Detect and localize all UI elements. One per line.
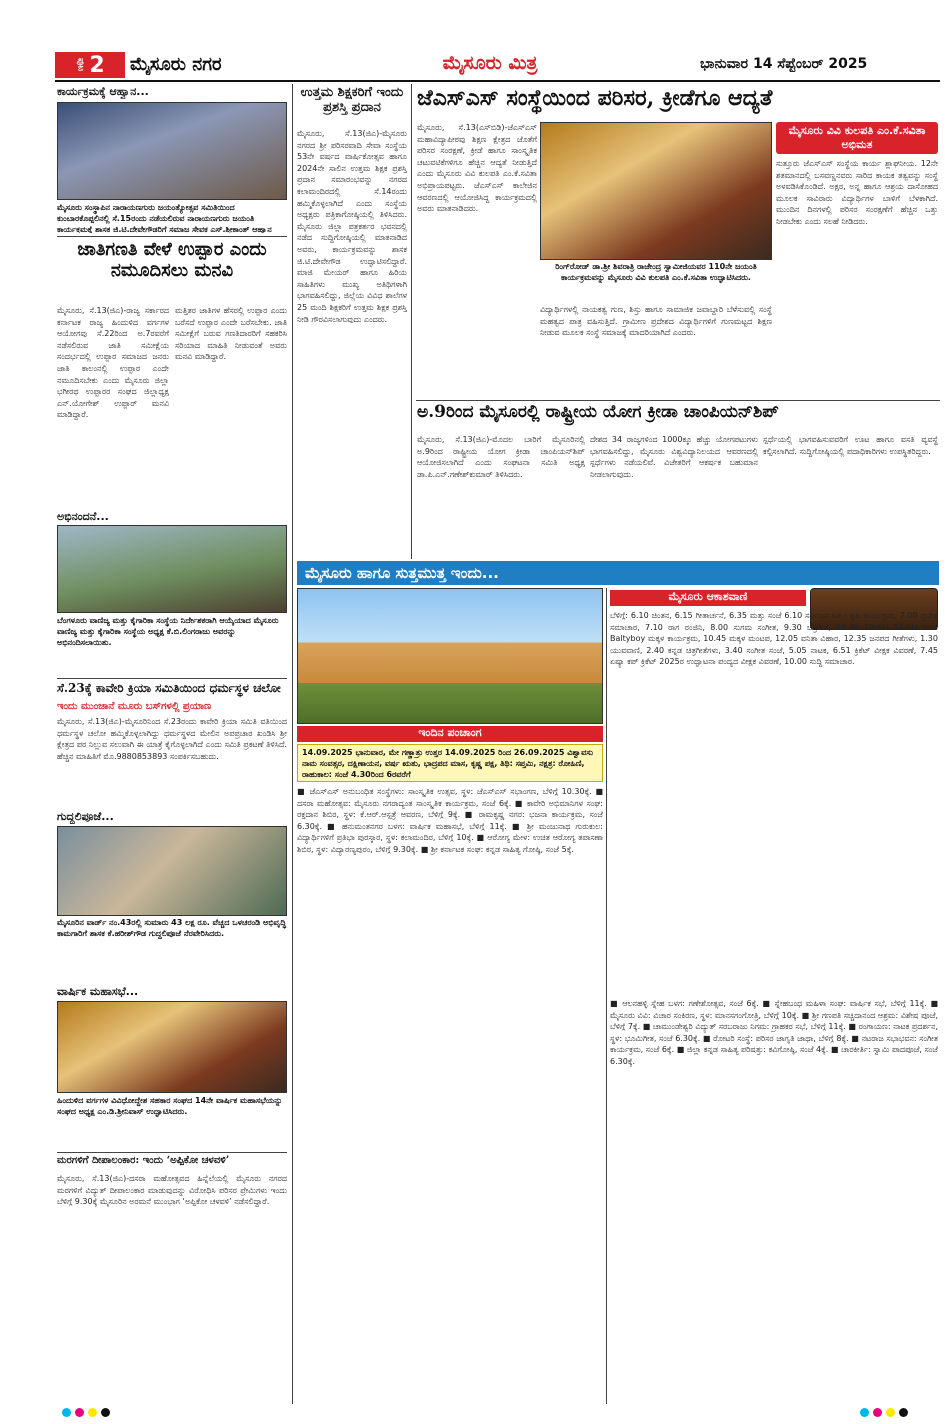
column-rule bbox=[292, 84, 293, 1404]
body-yoga-b: ದೇಶದ 34 ರಾಜ್ಯಗಳಿಂದ 1000ಕ್ಕೂ ಹೆಚ್ಚು ಯೋಗಪಟುಗಳು ಭಾಗವಹಿಸಲಿದ್ದು, ಮೈಸೂರು ವಿಶ್ವವಿದ್ಯಾನಿಲಯದ ಆವರಣದಲ್ಲಿ ಸ್ಪರ್ಧೆಗಳು ನಡೆಯಲಿವೆ. ವಿಜೇತರಿಗೆ ಆಕರ್ಷಕ ಬಹುಮಾನ ನೀಡಲಾಗುವುದು. bbox=[590, 435, 758, 479]
page-label: ಪುಟ bbox=[75, 58, 86, 72]
headline-dharmasthala: ಸೆ.23ಕ್ಕೆ ಕಾವೇರಿ ಕ್ರಿಯಾ ಸಮಿತಿಯಿಂದ ಧರ್ಮಸ್ಥಳ ಚಲೋ bbox=[57, 682, 281, 695]
pill-vc-opinion: ಮೈಸೂರು ವಿವಿ ಕುಲಪತಿ ಎಂ.ಕೆ.ಸವಿತಾ ಅಭಿಮತ bbox=[776, 122, 938, 154]
caption-jss: ರಿಂಗ್‌ರೋಡ್ ಡಾ.ಶ್ರೀ ಶಿವರಾತ್ರಿ ರಾಜೇಂದ್ರ ಸ್ವಾಮೀಜಿಯವರ 110ನೇ ಜಯಂತಿ ಕಾರ್ಯಕ್ರಮವನ್ನು ಮೈಸೂರು ವಿವಿ ಕುಲಪತಿ ಎಂ.ಕೆ.ಸವಿತಾ ಉದ್ಘಾಟಿಸಿದರು. bbox=[555, 262, 757, 282]
headline-jss: ಜೆಎಸ್‌ಎಸ್ ಸಂಸ್ಥೆಯಿಂದ ಪರಿಸರ, ಕ್ರೀಡೆಗೂ ಆದ್ಯತೆ bbox=[417, 86, 773, 111]
photo-palace bbox=[297, 588, 603, 724]
caption-felicitation: ಬೆಂಗಳೂರು ವಾಣಿಜ್ಯ ಮತ್ತು ಕೈಗಾರಿಕಾ ಸಂಸ್ಥೆಯ ನಿರ್ದೇಶಕರಾಗಿ ಆಯ್ಕೆಯಾದ ಮೈಸೂರು ವಾಣಿಜ್ಯ ಮತ್ತು ಕೈಗಾರಿಕಾ ಸಂಸ್ಥೆಯ ಅಧ್ಯಕ್ಷ ಕೆ.ಬಿ.ಲಿಂಗರಾಜು ಅವರನ್ನು ಅಭಿನಂದಿಸಲಾಯಿತು. bbox=[57, 616, 279, 647]
caption-annual-meeting: ಹಿಂದುಳಿದ ವರ್ಗಗಳ ವಿವಿಧೋದ್ದೇಶ ಸಹಕಾರ ಸಂಘದ 14ನೇ ವಾರ್ಷಿಕ ಮಹಾಸಭೆಯನ್ನು ಸಂಘದ ಅಧ್ಯಕ್ಷ ಎಂ.ಡಿ.ಶ್ರೀನಿವಾಸ್ ಉದ್ಘಾಟಿಸಿದರು. bbox=[57, 1096, 283, 1116]
radio-schedule: ಬೆಳಿಗ್ಗೆ: 6.10 ಚಿಂತನ, 6.15 ಗೀತಾರ್ಚನೆ, 6.35 ಮತ್ತು ಸಂಜೆ 6.10 ಸರ್ವಜನ ಹಿತ - ಕೃಷಿ ಕಾರ್ಯಕ್ರಮ, 7.00 ಪ್ರದೇಶ ಸಮಾಚಾರ, 7.10 ರಾಗ ರಂಜಿನಿ, 8.00 ಸುಗಮ ಸಂಗೀತ, 9.30 ಚಿತ್ರಗೀತೆ, 10.30 KRISH TRISH and Baltyboy ಮಕ್ಕಳ ಕಾರ್ಯಕ್ರಮ, 10.45 ಮಕ್ಕಳ ಮಂಟಪ, 12.05 ವನಿತಾ ವಿಹಾರ, 12.35 ಜನಪದ ಗೀತೆಗಳು, 1.30 ಯುವವಾಣಿ, 2.40 ಕನ್ನಡ ಚಿತ್ರಗೀತೆಗಳು, 3.40 ಸಂಗೀತ ಸಂಜೆ, 5.05 ನಾಟಕ, 6.51 ಕ್ರಿಕೆಟ್ ವೀಕ್ಷಕ ವಿವರಣೆ, 7.45 ಏಷ್ಯಾ ಕಪ್ ಕ್ರಿಕೆಟ್ 2025ರ ಉದ್ಘಾಟನಾ ಪಂದ್ಯದ ವೀಕ್ಷಕ ವಿವರಣೆ, 10.00 ಸುದ್ದಿ ಸಮಾಚಾರ. bbox=[610, 611, 938, 667]
headline-yoga: ಅ.9ರಿಂದ ಮೈಸೂರಲ್ಲಿ ರಾಷ್ಟ್ರೀಯ ಯೋಗ ಕ್ರೀಡಾ ಚಾಂಪಿಯನ್‌ಶಿಪ್ bbox=[417, 403, 779, 422]
body-vc-opinion: ಸುತ್ತೂರು ಜೆಎಸ್‌ಎಸ್ ಸಂಸ್ಥೆಯ ಕಾರ್ಯ ಶ್ಲಾಘನೀಯ. 12ನೇ ಶತಮಾನದಲ್ಲಿ ಬಸವಣ್ಣನವರು ಸಾರಿದ ಕಾಯಕ ತತ್ವವನ್ನು ಸಂಸ್ಥೆ ಅಳವಡಿಸಿಕೊಂಡಿದೆ. ಅಕ್ಷರ, ಅನ್ನ ಹಾಗೂ ಆಶ್ರಯ ದಾಸೋಹದ ಮೂಲಕ ಸಾವಿರಾರು ವಿದ್ಯಾರ್ಥಿಗಳ ಬಾಳಿಗೆ ಬೆಳಕಾಗಿದೆ. ಮುಂದಿನ ದಿನಗಳಲ್ಲಿ ಪರಿಸರ ಸಂರಕ್ಷಣೆಗೆ ಹೆಚ್ಚಿನ ಒತ್ತು ನೀಡಬೇಕು ಎಂದು ಸಲಹೆ ನೀಡಿದರು. bbox=[776, 159, 938, 226]
caption-invitation: ಮೈಸೂರು ಸಂಸ್ಥಾಪಿನ ನಾರಾಯಣಗುರು ಜಯಂತ್ಯೋತ್ಸವ ಸಮಿತಿಯಿಂದ ಕುಂಬಾರಕೊಪ್ಪಲಿನಲ್ಲಿ ಸೆ.15ರಂದು ನಡೆಯಲಿರುವ ನಾರಾಯಣಗುರು ಜಯಂತಿ ಕಾರ್ಯಕ್ರಮಕ್ಕೆ ಶಾಸಕ ಜಿ.ಟಿ.ದೇವೇಗೌಡರಿಗೆ ಸಮಾಜ ಸೇವಕ ಎಸ್.ಶ್ರೀಕಾಂತ್ ಆಹ್ವಾನ bbox=[57, 203, 272, 233]
divider bbox=[416, 400, 940, 401]
banner-today: ಮೈಸೂರು ಹಾಗೂ ಸುತ್ತಮುತ್ತ ಇಂದು... bbox=[297, 561, 939, 585]
photo-invitation bbox=[57, 102, 287, 200]
events-list-right: ■ ಆಲನಹಳ್ಳಿ ಸ್ನೇಹ ಬಳಗ: ಗಣೇಶೋತ್ಸವ, ಸಂಜೆ 6ಕ್ಕೆ. ■ ಸ್ನೇಹಬಂಧ ಮಹಿಳಾ ಸಂಘ: ವಾರ್ಷಿಕ ಸಭೆ, ಬೆಳಿಗ್ಗೆ 11ಕ್ಕೆ. ■ ಮೈಸೂರು ವಿವಿ: ವಿಚಾರ ಸಂಕಿರಣ, ಸ್ಥಳ: ಮಾನಸಗಂಗೋತ್ರಿ, ಬೆಳಿಗ್ಗೆ 10ಕ್ಕೆ. ■ ಶ್ರೀ ಗಣಪತಿ ಸಚ್ಚಿದಾನಂದ ಆಶ್ರಮ: ವಿಶೇಷ ಪೂಜೆ, ಬೆಳಿಗ್ಗೆ 7ಕ್ಕೆ. ■ ಚಾಮುಂಡೇಶ್ವರಿ ವಿದ್ಯುತ್ ಸರಬರಾಜು ನಿಗಮ: ಗ್ರಾಹಕರ ಸಭೆ, ಬೆಳಿಗ್ಗೆ 11ಕ್ಕೆ. ■ ರಂಗಾಯಣ: ನಾಟಕ ಪ್ರದರ್ಶನ, ಸ್ಥಳ: ಭೂಮಿಗೀತ, ಸಂಜೆ 6.30ಕ್ಕೆ. ■ ರೋಟರಿ ಸಂಸ್ಥೆ: ಪರಿಸರ ಜಾಗೃತಿ ಜಾಥಾ, ಬೆಳಿಗ್ಗೆ 8ಕ್ಕೆ. ■ ನಟರಾಜ ಸಭಾಭವನ: ಸಂಗೀತ ಕಾರ್ಯಕ್ರಮ, ಸಂಜೆ 6ಕ್ಕೆ. ■ ಜಿಲ್ಲಾ ಕನ್ನಡ ಸಾಹಿತ್ಯ ಪರಿಷತ್ತು: ಕವಿಗೋಷ್ಠಿ, ಸಂಜೆ 4ಕ್ಕೆ. ■ ಚಾರಕೀರ್ತಿ: ಸ್ವಾಮಿ ಪಾದಪೂಜೆ, ಸಂಜೆ 6.30ಕ್ಕೆ. bbox=[610, 999, 938, 1066]
page-badge bbox=[55, 52, 125, 78]
headline-caste-census: ಜಾತಿಗಣತಿ ವೇಳೆ ಉಪ್ಪಾರ ಎಂದು ನಮೂದಿಸಲು ಮನವಿ bbox=[77, 240, 267, 281]
headline-teacher-award: ಉತ್ತಮ ಶಿಕ್ಷಕರಿಗೆ ಇಂದು ಪ್ರಶಸ್ತಿ ಪ್ರದಾನ bbox=[300, 86, 404, 115]
divider bbox=[57, 678, 287, 679]
photo-jss bbox=[540, 122, 772, 260]
photo-felicitation bbox=[57, 525, 287, 613]
body-dharmasthala: ಮೈಸೂರು, ಸೆ.13(ಜಿಎ)-ಮೈಸೂರಿನಿಂದ ಸೆ.23ರಂದು ಕಾವೇರಿ ಕ್ರಿಯಾ ಸಮಿತಿ ವತಿಯಿಂದ ಧರ್ಮಸ್ಥಳ ಚಲೋ ಹಮ್ಮಿಕೊಳ್ಳಲಾಗಿದ್ದು ಧರ್ಮಸ್ಥಳದ ಮೇಲಿನ ಅಪಪ್ರಚಾರ ಖಂಡಿಸಿ ಶ್ರೀ ಕ್ಷೇತ್ರದ ಪರ ನಿಲ್ಲುವ ಸಲುವಾಗಿ ಈ ಯಾತ್ರೆ ಕೈಗೊಳ್ಳಲಾಗಿದೆ ಎಂದು ಸಮಿತಿ ಪ್ರಕಟಣೆ ತಿಳಿಸಿದೆ. ಹೆಚ್ಚಿನ ಮಾಹಿತಿಗೆ ಮೊ.9880853893 ಸಂಪರ್ಕಿಸಬಹುದು. bbox=[57, 717, 287, 761]
body-yoga-a: ಮೈಸೂರು, ಸೆ.13(ಜಿಎ)-ಮೊದಲ ಬಾರಿಗೆ ಮೈಸೂರಿನಲ್ಲಿ ಅ.9ರಿಂದ ರಾಷ್ಟ್ರೀಯ ಯೋಗ ಕ್ರೀಡಾ ಚಾಂಪಿಯನ್‌ಶಿಪ್ ಆಯೋಜಿಸಲಾಗಿದೆ ಎಂದು ಸಂಘಟನಾ ಸಮಿತಿ ಅಧ್ಯಕ್ಷ ಡಾ.ಪಿ.ಎನ್.ಗಣೇಶ್‌ಕುಮಾರ್ ತಿಳಿಸಿದರು. bbox=[417, 435, 585, 479]
registration-dots-right bbox=[860, 1408, 908, 1417]
radio-title: ಮೈಸೂರು ಆಕಾಶವಾಣಿ bbox=[610, 590, 806, 606]
dateline: ಭಾನುವಾರ 14 ಸೆಪ್ಟೆಂಬರ್ 2025 bbox=[700, 56, 868, 72]
masthead: ಮೈಸೂರು ಮಿತ್ರ bbox=[442, 52, 538, 74]
panchanga-text: 14.09.2025 ಭಾನುವಾರ, ಮೇ ಗಣ್ಣಾತ್ರು ಉತ್ತರ 14.09.2025 ರಿಂದ 26.09.2025 ವಿಶ್ವಾವಸು ನಾಮ ಸಂವತ್ಸರ, ದಕ್ಷಿಣಾಯನ, ವರ್ಷ ಋತು, ಭಾದ್ರಪದ ಮಾಸ, ಕೃಷ್ಣ ಪಕ್ಷ, ತಿಥಿ: ಸಪ್ತಮಿ, ನಕ್ಷತ್ರ: ರೋಹಿಣಿ, ರಾಹುಕಾಲ: ಸಂಜೆ 4.30ರಿಂದ 6ರವರೆಗೆ bbox=[302, 748, 593, 780]
registration-dots-left bbox=[62, 1408, 110, 1417]
kicker-felicitation: ಅಭಿನಂದನೆ... bbox=[57, 510, 109, 523]
body-jss-a: ಮೈಸೂರು, ಸೆ.13(ಎಸ್‌ಬಿಡಿ)-ಜೆಎಸ್‌ಎಸ್ ಮಹಾವಿದ್ಯಾಪೀಠವು ಶಿಕ್ಷಣ ಕ್ಷೇತ್ರದ ಜೊತೆಗೆ ಪರಿಸರ ಸಂರಕ್ಷಣೆ, ಕ್ರೀಡೆ ಹಾಗೂ ಸಾಂಸ್ಕೃತಿಕ ಚಟುವಟಿಕೆಗಳಿಗೂ ಹೆಚ್ಚಿನ ಆದ್ಯತೆ ನೀಡುತ್ತಿದೆ ಎಂದು ಮೈಸೂರು ವಿವಿ ಕುಲಪತಿ ಎಂ.ಕೆ.ಸವಿತಾ ಅಭಿಪ್ರಾಯಪಟ್ಟರು. ಜೆಎಸ್‌ಎಸ್ ಕಾಲೇಜಿನ ಆವರಣದಲ್ಲಿ ಆಯೋಜಿಸಿದ್ದ ಕಾರ್ಯಕ್ರಮದಲ್ಲಿ ಅವರು ಮಾತನಾಡಿದರು. bbox=[417, 123, 537, 214]
photo-groundbreaking bbox=[57, 826, 287, 916]
body-yoga-c: ಸ್ಪರ್ಧೆಯಲ್ಲಿ ಭಾಗವಹಿಸುವವರಿಗೆ ಊಟ ಹಾಗೂ ವಸತಿ ವ್ಯವಸ್ಥೆ ಕಲ್ಪಿಸಲಾಗಿದೆ. ಸುದ್ದಿಗೋಷ್ಠಿಯಲ್ಲಿ ಪದಾಧಿಕಾರಿಗಳು ಉಪಸ್ಥಿತರಿದ್ದರು. bbox=[763, 435, 938, 456]
caption-groundbreaking: ಮೈಸೂರಿನ ವಾರ್ಡ್ ನಂ.43ರಲ್ಲಿ ಸುಮಾರು 43 ಲಕ್ಷ ರೂ. ವೆಚ್ಚದ ಒಳಚರಂಡಿ ಅಭಿವೃದ್ಧಿ ಕಾಮಗಾರಿಗೆ ಶಾಸಕ ಕೆ.ಹರೀಶ್‌ಗೌಡ ಗುದ್ದಲಿಪೂಜೆ ನೆರವೇರಿಸಿದರು. bbox=[57, 918, 287, 938]
subhead-dharmasthala: ಇಂದು ಮುಂಜಾನೆ ಮೂರು ಬಸ್‌ಗಳಲ್ಲಿ ಪ್ರಯಾಣ bbox=[57, 701, 212, 712]
body-jss-b: ವಿದ್ಯಾರ್ಥಿಗಳಲ್ಲಿ ನಾಯಕತ್ವ ಗುಣ, ಶಿಸ್ತು ಹಾಗೂ ಸಾಮಾಜಿಕ ಜವಾಬ್ದಾರಿ ಬೆಳೆಸುವಲ್ಲಿ ಸಂಸ್ಥೆ ಮಹತ್ವದ ಪಾತ್ರ ವಹಿಸುತ್ತಿದೆ. ಗ್ರಾಮೀಣ ಪ್ರದೇಶದ ವಿದ್ಯಾರ್ಥಿಗಳಿಗೆ ಗುಣಮಟ್ಟದ ಶಿಕ್ಷಣ ನೀಡುವ ಮೂಲಕ ಸಂಸ್ಥೆ ಸಮಾಜಕ್ಕೆ ಮಾದರಿಯಾಗಿದೆ ಎಂದರು. bbox=[540, 305, 772, 338]
events-list-left: ■ ಜೆಎಸ್‌ಎಸ್ ಅನುಬಂಧಿತ ಸಂಸ್ಥೆಗಳು: ಸಾಂಸ್ಕೃತಿಕ ಉತ್ಸವ, ಸ್ಥಳ: ಜೆಎಸ್‌ಎಸ್ ಸಭಾಂಗಣ, ಬೆಳಿಗ್ಗೆ 10.30ಕ್ಕೆ. ■ ದಸರಾ ಮಹೋತ್ಸವ: ಮೈಸೂರು ನಗರಾದ್ಯಂತ ಸಾಂಸ್ಕೃತಿಕ ಕಾರ್ಯಕ್ರಮ, ಸಂಜೆ 6ಕ್ಕೆ. ■ ಕಾವೇರಿ ಅಭಿಮಾನಿಗಳ ಸಂಘ: ರಕ್ತದಾನ ಶಿಬಿರ, ಸ್ಥಳ: ಕೆ.ಆರ್.ಆಸ್ಪತ್ರೆ ಆವರಣ, ಬೆಳಿಗ್ಗೆ 9ಕ್ಕೆ. ■ ರಾಮಕೃಷ್ಣ ನಗರ: ಭಜನಾ ಕಾರ್ಯಕ್ರಮ, ಸಂಜೆ 6.30ಕ್ಕೆ. ■ ಹನುಮಂತನಗರ ಬಳಗ: ವಾರ್ಷಿಕ ಮಹಾಸಭೆ, ಬೆಳಿಗ್ಗೆ 11ಕ್ಕೆ. ■ ಶ್ರೀ ಮಂಜುನಾಥ ಗುರುಕುಲ: ವಿದ್ಯಾರ್ಥಿಗಳಿಗೆ ಪ್ರತಿಭಾ ಪುರಸ್ಕಾರ, ಸ್ಥಳ: ಕಲಾಮಂದಿರ, ಬೆಳಿಗ್ಗೆ 10ಕ್ಕೆ. ■ ಆರೋಗ್ಯ ಮೇಳ: ಉಚಿತ ಆರೋಗ್ಯ ತಪಾಸಣಾ ಶಿಬಿರ, ಸ್ಥಳ: ವಿದ್ಯಾರಣ್ಯಪುರಂ, ಬೆಳಿಗ್ಗೆ 9.30ಕ್ಕೆ. ■ ಶ್ರೀ ಕರ್ನಾಟಕ ಸಂಘ: ಕನ್ನಡ ಸಾಹಿತ್ಯ ಗೋಷ್ಠಿ, ಸಂಜೆ 5ಕ್ಕೆ. bbox=[297, 787, 603, 854]
kicker-groundbreaking: ಗುದ್ದಲಿಪೂಜೆ... bbox=[57, 810, 114, 823]
body-caste-census-a: ಮೈಸೂರು, ಸೆ.13(ಜಿಎ)-ರಾಜ್ಯ ಸರ್ಕಾರದ ಕರ್ನಾಟಕ ರಾಜ್ಯ ಹಿಂದುಳಿದ ವರ್ಗಗಳ ಆಯೋಗವು ಸೆ.22ರಿಂದ ಅ.7ರವರೆಗೆ ನಡೆಸಲಿರುವ ಜಾತಿ ಸಮೀಕ್ಷೆಯ ಸಂದರ್ಭದಲ್ಲಿ ಉಪ್ಪಾರ ಸಮಾಜದ ಜನರು ಜಾತಿ ಕಾಲಂನಲ್ಲಿ ಉಪ್ಪಾರ ಎಂದೇ ನಮೂದಿಸಬೇಕು ಎಂದು ಮೈಸೂರು ಜಿಲ್ಲಾ ಭಗೀರಥ ಉಪ್ಪಾರರ ಸಂಘದ ಜಿಲ್ಲಾಧ್ಯಕ್ಷ ಎನ್.ಯೋಗೇಶ್ ಉಪ್ಪಾರ್ ಮನವಿ ಮಾಡಿದ್ದಾರೆ. bbox=[57, 306, 169, 420]
photo-annual-meeting bbox=[57, 1001, 287, 1093]
body-teacher-award: ಮೈಸೂರು, ಸೆ.13(ಜಿಎ)-ಮೈಸೂರು ನಗರದ ಶ್ರೀ ಪರಿಸರವಾದಿ ಸೇವಾ ಸಂಸ್ಥೆಯ 53ನೇ ವರ್ಷದ ವಾರ್ಷಿಕೋತ್ಸವ ಹಾಗೂ 2024ನೇ ಸಾಲಿನ ಉತ್ತಮ ಶಿಕ್ಷಕ ಪ್ರಶಸ್ತಿ ಪ್ರದಾನ ಸಮಾರಂಭವನ್ನು ನಗರದ ಕಲಾಮಂದಿರದಲ್ಲಿ ಸೆ.14ರಂದು ಹಮ್ಮಿಕೊಳ್ಳಲಾಗಿದೆ ಎಂದು ಸಂಸ್ಥೆಯ ಅಧ್ಯಕ್ಷರು ಪತ್ರಿಕಾಗೋಷ್ಠಿಯಲ್ಲಿ ತಿಳಿಸಿದರು. ಮೈಸೂರು ಜಿಲ್ಲಾ ಪತ್ರಕರ್ತರ ಭವನದಲ್ಲಿ ನಡೆದ ಸುದ್ದಿಗೋಷ್ಠಿಯಲ್ಲಿ ಮಾತನಾಡಿದ ಅವರು, ಕಾರ್ಯಕ್ರಮವನ್ನು ಶಾಸಕ ಜಿ.ಟಿ.ದೇವೇಗೌಡ ಉದ್ಘಾಟಿಸಲಿದ್ದಾರೆ. ಮಾಜಿ ಮೇಯರ್ ಹಾಗೂ ಹಿರಿಯ ಸಾಹಿತಿಗಳು ಮುಖ್ಯ ಅತಿಥಿಗಳಾಗಿ ಭಾಗವಹಿಸಲಿದ್ದು, ಜಿಲ್ಲೆಯ ವಿವಿಧ ಶಾಲೆಗಳ 25 ಮಂದಿ ಶಿಕ್ಷಕರಿಗೆ ಉತ್ತಮ ಶಿಕ್ಷಕ ಪ್ರಶಸ್ತಿ ನೀಡಿ ಗೌರವಿಸಲಾಗುವುದು ಎಂದರು. bbox=[297, 129, 407, 324]
body-hug-movement: ಮೈಸೂರು, ಸೆ.13(ಜಿಎ)-ದಸರಾ ಮಹೋತ್ಸವದ ಹಿನ್ನೆಲೆಯಲ್ಲಿ ಮೈಸೂರು ನಗರದ ಮರಗಳಿಗೆ ವಿದ್ಯುತ್ ದೀಪಾಲಂಕಾರ ಮಾಡುವುದನ್ನು ವಿರೋಧಿಸಿ ಪರಿಸರ ಪ್ರೇಮಿಗಳು ಇಂದು ಬೆಳಿಗ್ಗೆ 9.30ಕ್ಕೆ ಮೈಸೂರಿನ ಅರಮನೆ ಮುಂಭಾಗ ‘ಅಪ್ಪಿಕೋ ಚಳವಳಿ’ ನಡೆಸಲಿದ್ದಾರೆ. bbox=[57, 1174, 287, 1207]
page-number: 2 bbox=[89, 52, 105, 78]
column-rule bbox=[411, 84, 412, 559]
divider bbox=[57, 1152, 287, 1153]
panchanga-title: ಇಂದಿನ ಪಂಚಾಂಗ bbox=[297, 726, 603, 742]
divider bbox=[57, 236, 287, 237]
kicker-invitation: ಕಾರ್ಯಕ್ರಮಕ್ಕೆ ಆಹ್ವಾನ... bbox=[57, 85, 149, 98]
section-name: ಮೈಸೂರು ನಗರ bbox=[130, 54, 222, 75]
body-caste-census-b: ಮತ್ತಿತರ ಜಾತಿಗಳ ಹೆಸರಲ್ಲಿ ಉಪ್ಪಾರ ಎಂದು ಬರೆಸದೆ ಉಪ್ಪಾರ ಎಂದೇ ಬರೆಸಬೇಕು. ಜಾತಿ ಸಮೀಕ್ಷೆಗೆ ಬರುವ ಗಣತಿದಾರರಿಗೆ ಸಹಕರಿಸಿ ಸರಿಯಾದ ಮಾಹಿತಿ ನೀಡುವಂತೆ ಅವರು ಮನವಿ ಮಾಡಿದ್ದಾರೆ. bbox=[175, 306, 287, 362]
panchanga-box bbox=[297, 744, 603, 782]
column-rule bbox=[606, 588, 607, 1404]
header-rule bbox=[55, 80, 940, 82]
kicker-annual-meeting: ವಾರ್ಷಿಕ ಮಹಾಸಭೆ... bbox=[57, 985, 139, 998]
headline-hug-movement: ಮರಗಳಿಗೆ ದೀಪಾಲಂಕಾರ: ಇಂದು ‘ಅಪ್ಪಿಕೋ ಚಳವಳಿ’ bbox=[57, 1155, 230, 1166]
